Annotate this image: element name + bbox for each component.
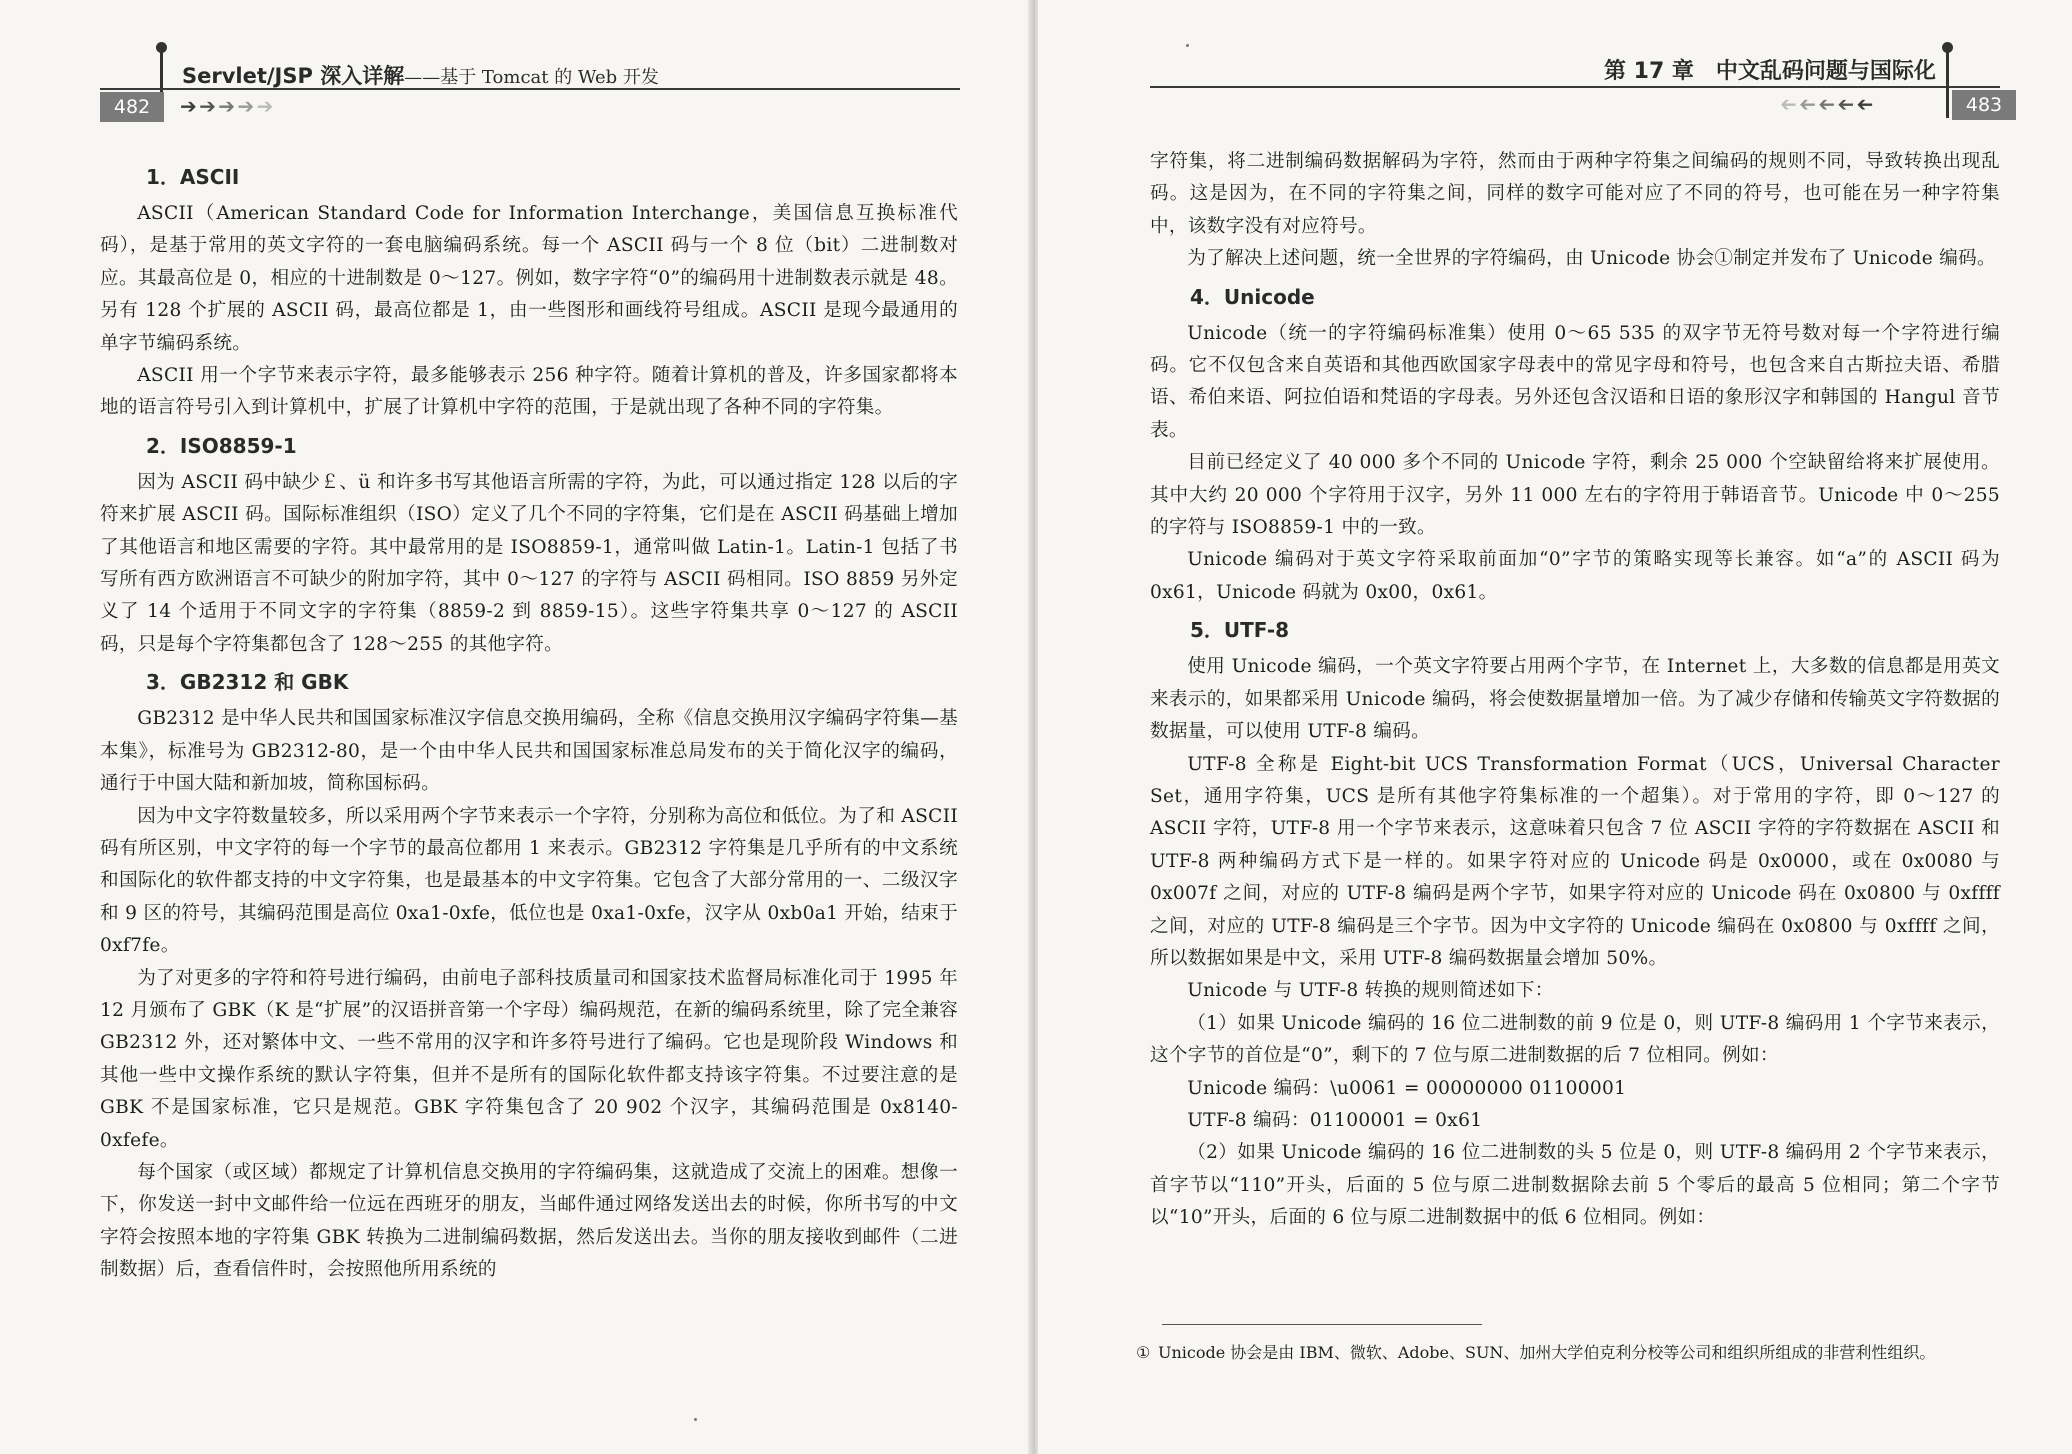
code-line: Unicode 编码：\u0061 = 00000000 01100001 xyxy=(1187,1077,1627,1099)
paragraph: Unicode 编码对于英文字符采取前面加“0”字节的策略实现等长兼容。如“a”的 ASCII 码为 0x61，Unicode 码就为 0x00，0x61。 xyxy=(1150,549,2000,603)
paragraph: 每个国家（或区域）都规定了计算机信息交换用的字符编码集，这就造成了交流上的困难。想像一下，你发送一封中文邮件给一位远在西班牙的朋友，当邮件通过网络发送出去的时候，你所书写的中文字符会按照本地的字符集 GBK 转换为二进制编码数据，然后发送出去。当你的朋友接收到邮件（二进制数据）后，查看信件时，会按照他所用系统的 xyxy=(100,1161,958,1281)
section-heading: 3．GB2312 和 GBK xyxy=(146,670,349,695)
arrow-icon: ➔ xyxy=(199,94,214,118)
arrow-icon: ➔ xyxy=(1820,92,1836,116)
arrow-icon: ➔ xyxy=(256,94,272,118)
book-title: Servlet/JSP 深入详解——基于 Tomcat 的 Web 开发 xyxy=(182,64,659,88)
page-number: 483 xyxy=(1952,90,2016,120)
footnote-text: Unicode 协会是由 IBM、微软、Adobe、SUN、加州大学伯克利分校等公司和组织所组成的非营利性组织。 xyxy=(1158,1343,1936,1362)
paragraph: UTF-8 全称是 Eight-bit UCS Transformation Format（UCS，Universal Character Set，通用字符集，UCS 是所有其他字符集标准的一个超集）。对于常用的字符，即 0～127 的 ASCII 字符，UTF-8 用一个字节来表示，这意味着只包含 7 位 ASCII 字符的字符数据在 ASCII 和 UTF-8 两种编码方式下是一样的。如果字符对应的 Unicode 码是 0x0000，或在 0x0080 与 0x007f 之间，对应的 UTF-8 编码是两个字节，如果字符对应的 Unicode 码在 0x0800 与 0xffff 之间，对应的 UTF-8 编码是三个字节。因为中文字符的 Unicode 编码在 0x0800 与 0xffff 之间，所以数据如果是中文，采用 UTF-8 编码数据量会增加 50%。 xyxy=(1150,753,2000,969)
paragraph: 使用 Unicode 编码，一个英文字符要占用两个字节，在 Internet 上，大多数的信息都是用英文来表示的，如果都采用 Unicode 编码，将会使数据量增加一倍。为了减少存储和传输英文字符数据的数据量，可以使用 UTF-8 编码。 xyxy=(1150,656,2000,743)
arrow-icon: ➔ xyxy=(1858,92,1874,116)
header-pin-head xyxy=(156,42,167,53)
arrow-decoration xyxy=(1782,92,1873,116)
chapter-title: 第 17 章 中文乱码问题与国际化 xyxy=(1604,59,1936,84)
paragraph: 因为中文字符数量较多，所以采用两个字节来表示一个字符，分别称为高位和低位。为了和 ASCII 码有所区别，中文字符的每一个字节的最高位都用 1 来表示。GB2312 字符集是几乎所有的中文系统和国际化的软件都支持的中文字符集，也是最基本的中文字符集。它包含了大部分常用的一、二级汉字和 9 区的符号，其编码范围是高位 0xa1-0xfe，低位也是 0xa1-0xfe，汉字从 0xb0a1 开始，结束于 0xf7fe。 xyxy=(100,805,958,957)
paragraph: （2）如果 Unicode 编码的 16 位二进制数的头 5 位是 0，则 UTF-8 编码用 2 个字节来表示，首字节以“110”开头，后面的 5 位与原二进制数据除去前 5 个零后的最高 5 位相同；第二个字节以“10”开头，后面的 6 位与原二进制数据中的低 6 位相同。例如： xyxy=(1150,1142,2000,1229)
arrow-icon: ➔ xyxy=(237,94,253,118)
left-text-column xyxy=(100,156,958,1287)
paragraph: Unicode（统一的字符编码标准集）使用 0～65 535 的双字节无符号数对每一个字符进行编码。它不仅包含来自英语和其他西欧国家字母表中的常见字母和符号，也包含来自古斯拉夫语、希腊语、希伯来语、阿拉伯语和梵语的字母表。另外还包含汉语和日语的象形汉字和韩国的 Hangul 音节表。 xyxy=(1150,322,2000,441)
paragraph: ASCII 用一个字节来表示字符，最多能够表示 256 种字符。随着计算机的普及，许多国家都将本地的语言符号引入到计算机中，扩展了计算机中字符的范围，于是就出现了各种不同的字符集。 xyxy=(100,365,958,419)
right-page xyxy=(1038,0,2072,1454)
footnote xyxy=(1136,1340,1996,1366)
arrow-decoration xyxy=(180,94,271,118)
paragraph: 为了解决上述问题，统一全世界的字符编码，由 Unicode 协会①制定并发布了 Unicode 编码。 xyxy=(1187,248,1996,270)
paragraph: 字符集，将二进制编码数据解码为字符，然而由于两种字符集之间编码的规则不同，导致转换出现乱码。这是因为，在不同的字符集之间，同样的数字可能对应了不同的符号，也可能在另一种字符集中，该数字没有对应符号。 xyxy=(1150,151,2000,237)
section-heading: 5．UTF-8 xyxy=(1190,618,1290,643)
section-heading: 1．ASCII xyxy=(146,165,240,189)
header-pin-head xyxy=(1942,42,1953,53)
header-rule xyxy=(1150,86,2000,88)
scan-speck xyxy=(1186,44,1189,47)
paragraph: 目前已经定义了 40 000 多个不同的 Unicode 字符，剩余 25 000 个空缺留给将来扩展使用。其中大约 20 000 个字符用于汉字，另外 11 000 左右的字符用于韩语音节。Unicode 中 0～255 的字符与 ISO8859-1 中的一致。 xyxy=(1150,452,2000,539)
right-text-column xyxy=(1150,146,2000,1235)
section-heading: 4．Unicode xyxy=(1190,284,1315,309)
footnote-mark: ① xyxy=(1136,1343,1151,1362)
paragraph: Unicode 与 UTF-8 转换的规则简述如下： xyxy=(1187,980,1554,1002)
page-number: 482 xyxy=(100,92,164,122)
section-heading: 2．ISO8859-1 xyxy=(146,433,297,458)
arrow-icon: ➔ xyxy=(1839,92,1855,116)
paragraph: GB2312 是中华人民共和国国家标准汉字信息交换用编码，全称《信息交换用汉字编码字符集—基本集》，标准号为 GB2312-80，是一个由中华人民共和国国家标准总局发布的关于简化汉字的编码，通行于中国大陆和新加坡，简称国标码。 xyxy=(100,708,958,795)
arrow-icon: ➔ xyxy=(1782,92,1797,116)
footnote-rule xyxy=(1162,1324,1482,1325)
scan-speck xyxy=(694,1418,697,1421)
code-line: UTF-8 编码：01100001 = 0x61 xyxy=(1187,1109,1483,1131)
book-subtitle: ——基于 Tomcat 的 Web 开发 xyxy=(404,67,659,88)
header-rule xyxy=(100,88,960,90)
arrow-icon: ➔ xyxy=(180,94,195,118)
paragraph: 因为 ASCII 码中缺少￡、ü 和许多书写其他语言所需的字符，为此，可以通过指定 128 以后的字符来扩展 ASCII 码。国际标准组织（ISO）定义了几个不同的字符集，它们是在 ASCII 码基础上增加了其他语言和地区需要的字符。其中最常用的是 ISO8859-1，通常叫做 Latin-1。Latin-1 包括了书写所有西方欧洲语言不可缺少的附加字符，其中 0～127 的字符与 ASCII 码相同。ISO 8859 另外定义了 14 个适用于不同文字的字符集（8859-2 到 8859-15）。这些字符集共享 0～127 的 ASCII 码，只是每个字符集都包含了 128～255 的其他字符。 xyxy=(100,471,958,655)
paragraph: ASCII（American Standard Code for Information Interchange，美国信息互换标准代码），是基于常用的英文字符的一套电脑编码系统。每一个 ASCII 码与一个 8 位（bit）二进制数对应。其最高位是 0，相应的十进制数是 0～127。例如，数字字符“0”的编码用十进制数表示就是 48。另有 128 个扩展的 ASCII 码，最高位都是 1，由一些图形和画线符号组成。ASCII 是现今最通用的单字节编码系统。 xyxy=(100,203,958,354)
arrow-icon: ➔ xyxy=(1801,92,1816,116)
paragraph: （1）如果 Unicode 编码的 16 位二进制数的前 9 位是 0，则 UTF-8 编码用 1 个字节来表示，这个字节的首位是“0”，剩下的 7 位与原二进制数据的后 7 位相同。例如： xyxy=(1150,1012,2000,1067)
paragraph: 为了对更多的字符和符号进行编码，由前电子部科技质量司和国家技术监督局标准化司于 1995 年 12 月颁布了 GBK（K 是“扩展”的汉语拼音第一个字母）编码规范，在新的编码系统里，除了完全兼容 GB2312 外，还对繁体中文、一些不常用的汉字和许多符号进行了编码。它也是现阶段 Windows 和其他一些中文操作系统的默认字符集，但并不是所有的国际化软件都支持该字符集。不过要注意的是 GBK 不是国家标准，它只是规范。GBK 字符集包含了 20 902 个汉字，其编码范围是 0x8140-0xfefe。 xyxy=(100,967,958,1151)
left-page xyxy=(0,0,1032,1454)
header-pin xyxy=(1946,48,1949,118)
arrow-icon: ➔ xyxy=(218,94,234,118)
